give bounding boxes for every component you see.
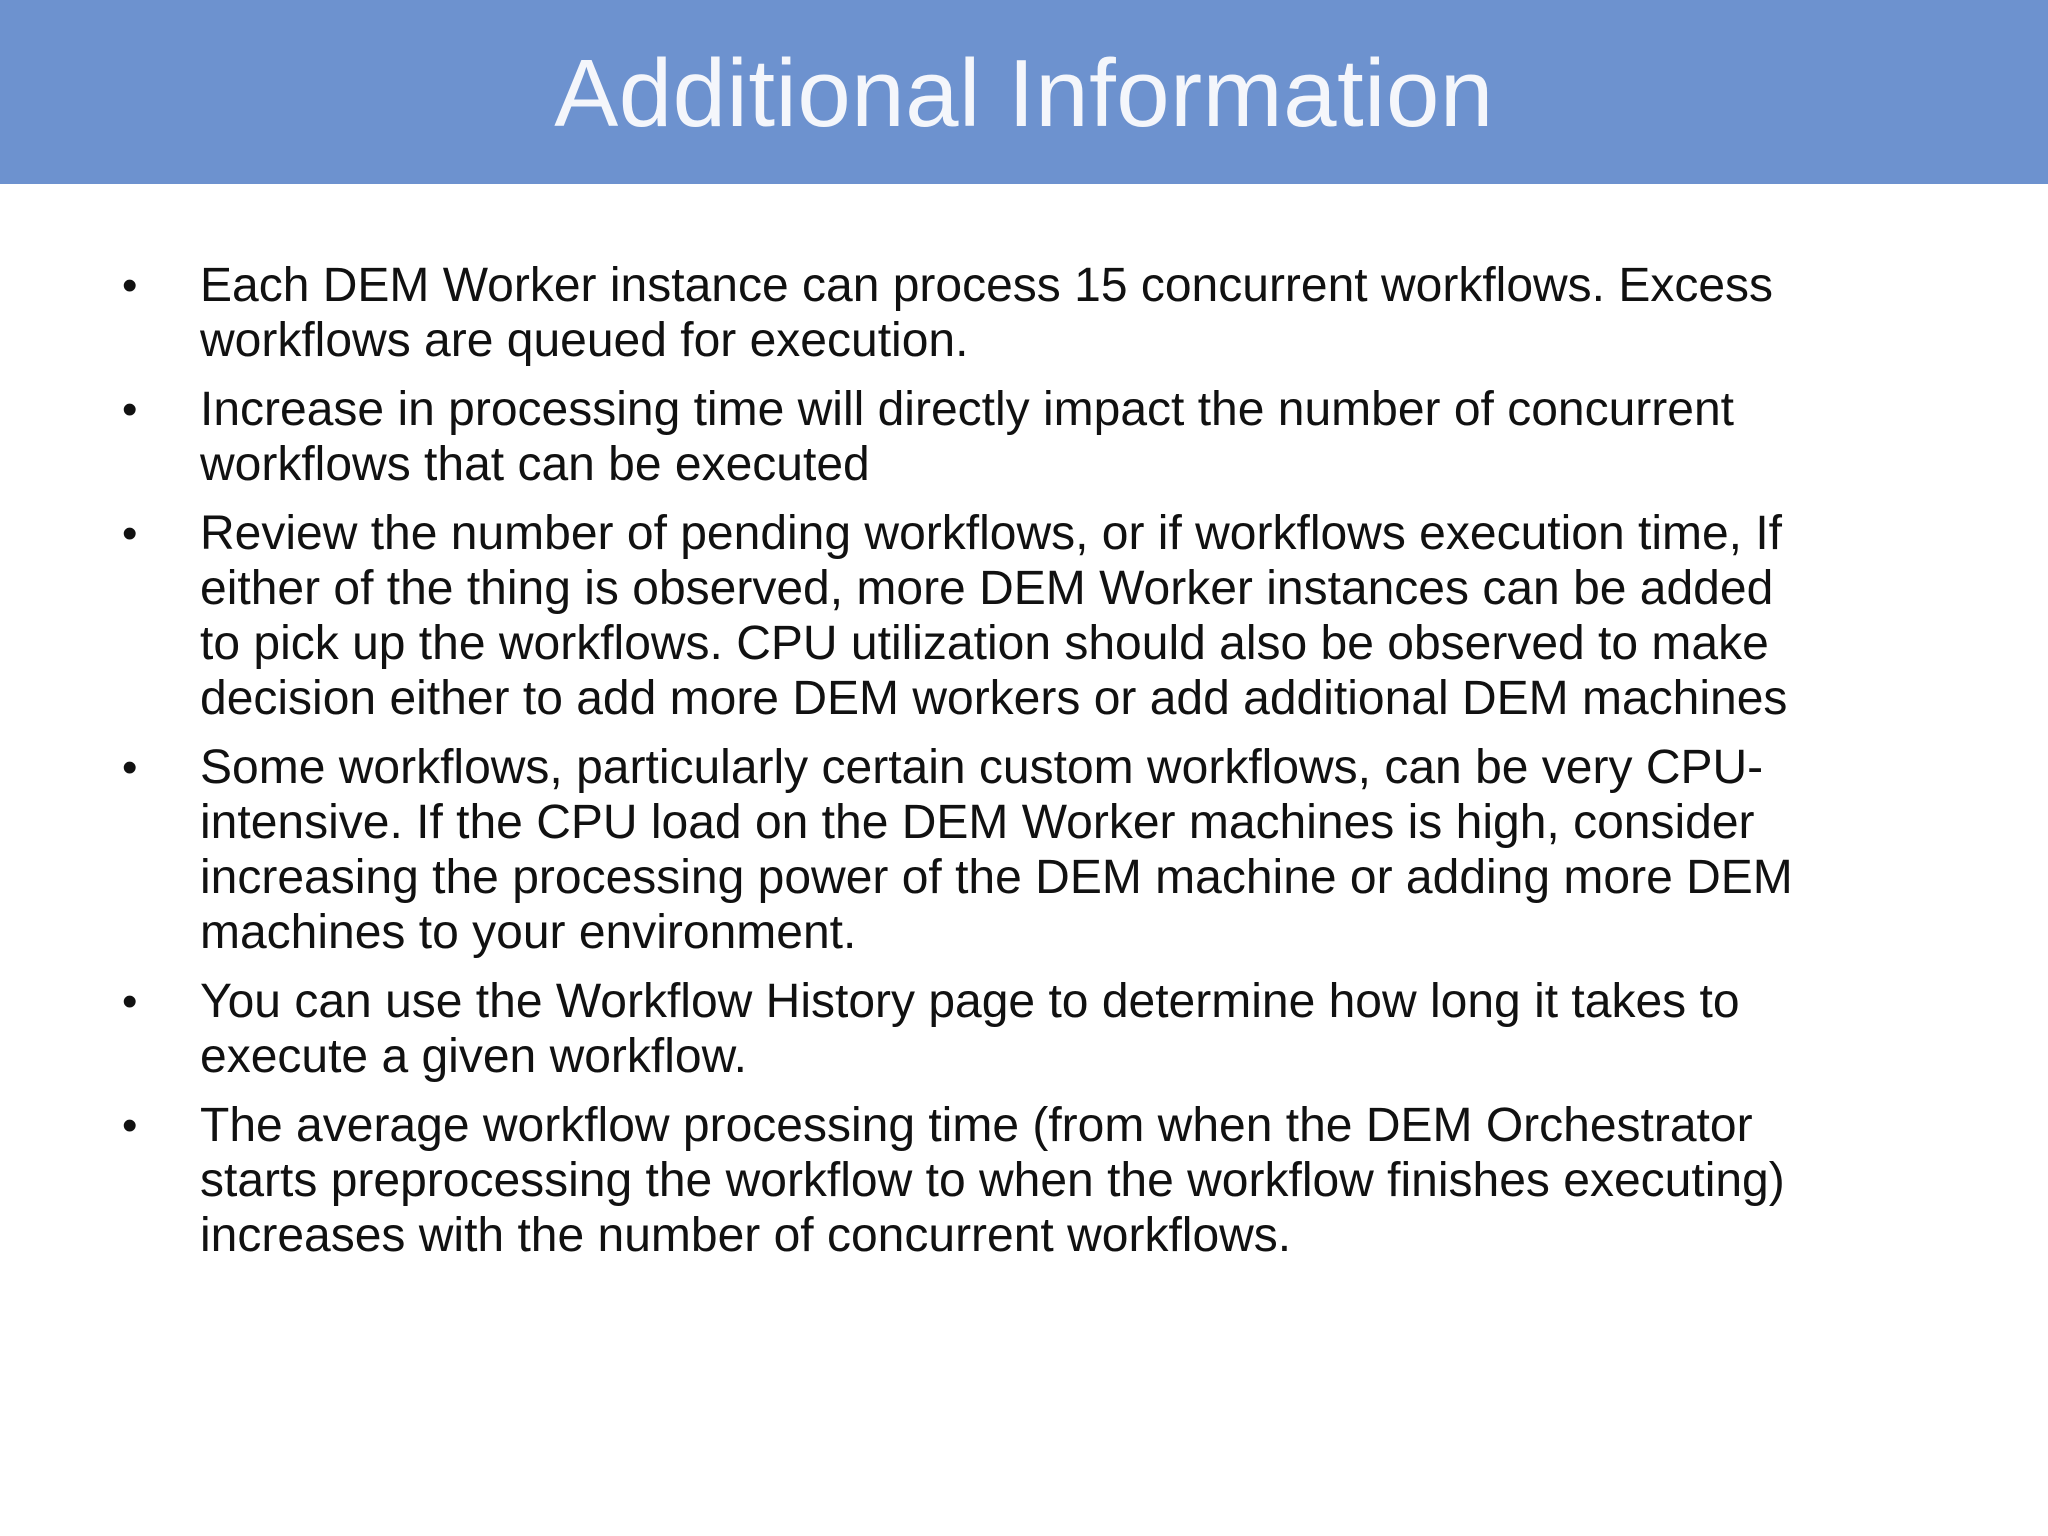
bullet-marker: •	[122, 261, 138, 310]
slide-title: Additional Information	[554, 40, 1494, 147]
bullet-line: to pick up the workflows. CPU utilization should also be observed to make	[200, 617, 1769, 670]
bullet-marker: •	[122, 977, 138, 1026]
bullet-line: You can use the Workflow History page to determine how long it takes to	[200, 975, 1740, 1028]
bullet-marker: •	[122, 509, 138, 558]
bullet-item-1	[0, 258, 2048, 368]
bullet-line: machines to your environment.	[200, 906, 857, 959]
bullet-line: Review the number of pending workflows, or if workflows execution time, If	[200, 507, 1783, 560]
bullet-line: increases with the number of concurrent workflows.	[200, 1209, 1292, 1262]
bullet-line: workflows that can be executed	[200, 438, 870, 491]
bullet-line: Each DEM Worker instance can process 15 concurrent workflows. Excess	[200, 259, 1774, 312]
bullet-line: workflows are queued for execution.	[200, 314, 969, 367]
bullet-marker: •	[122, 385, 138, 434]
bullet-item-2	[0, 382, 2048, 492]
bullet-line: either of the thing is observed, more DEM Worker instances can be added	[200, 562, 1774, 615]
bullet-list	[0, 258, 2048, 1263]
bullet-line: starts preprocessing the workflow to when the workflow finishes executing)	[200, 1154, 1785, 1207]
bullet-item-6	[0, 1098, 2048, 1263]
slide-header	[0, 0, 2048, 184]
bullet-line: execute a given workflow.	[200, 1030, 747, 1083]
bullet-marker: •	[122, 743, 138, 792]
bullet-item-4	[0, 740, 2048, 960]
bullet-line: The average workflow processing time (from when the DEM Orchestrator	[200, 1099, 1753, 1152]
slide-body	[0, 258, 2048, 1277]
bullet-item-3	[0, 506, 2048, 726]
bullet-marker: •	[122, 1101, 138, 1150]
bullet-line: decision either to add more DEM workers or add additional DEM machines	[200, 672, 1788, 725]
bullet-line: Some workflows, particularly certain custom workflows, can be very CPU-	[200, 741, 1764, 794]
bullet-line: intensive. If the CPU load on the DEM Worker machines is high, consider	[200, 796, 1755, 849]
bullet-line: Increase in processing time will directly impact the number of concurrent	[200, 383, 1734, 436]
bullet-line: increasing the processing power of the DEM machine or adding more DEM	[200, 851, 1793, 904]
bullet-item-5	[0, 974, 2048, 1084]
